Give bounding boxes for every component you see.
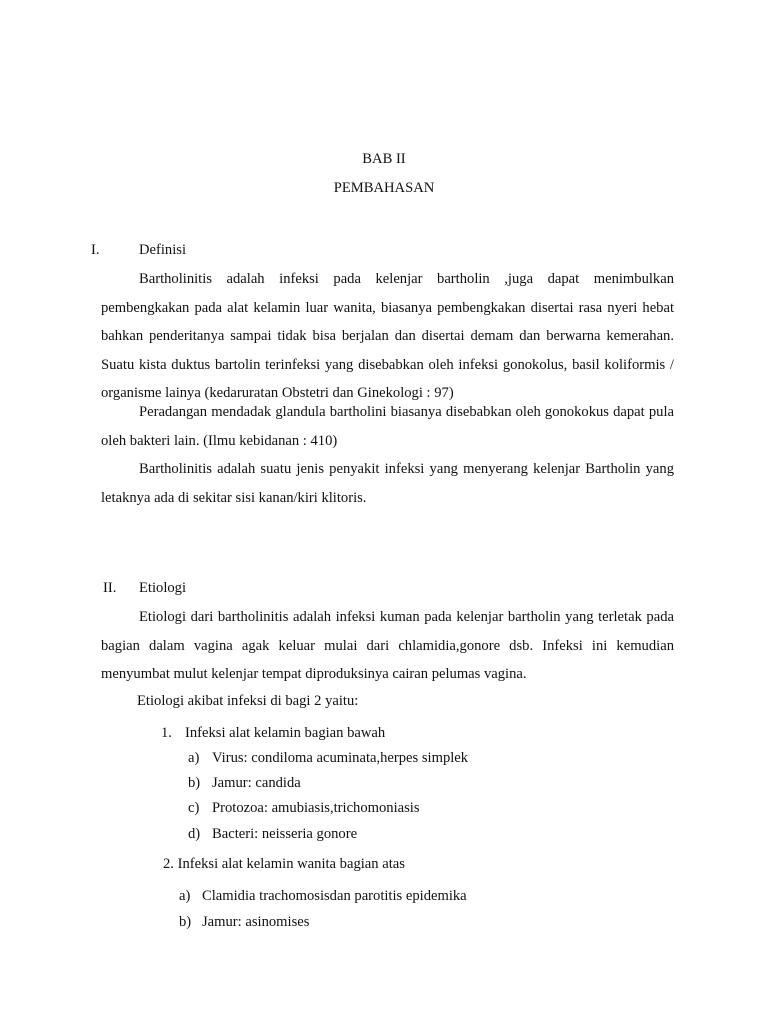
chapter-label: BAB II <box>362 151 406 167</box>
list-item: Virus: condiloma acuminata,herpes simplek <box>212 750 469 766</box>
list-item-marker: c) <box>188 800 200 816</box>
list-item: Jamur: asinomises <box>202 914 310 930</box>
section-1-number: I. <box>91 242 100 258</box>
list-item: Jamur: candida <box>212 775 301 791</box>
list-item: Clamidia trachomosisdan parotitis epidemika <box>202 888 467 904</box>
section-2-number: II. <box>103 580 117 596</box>
section-1-paragraph-1: Bartholinitis adalah infeksi pada kelenjar bartholin ,juga dapat menimbulkan pembengkakan pada alat kelamin luar wanita, biasanya pembengkakan disertai rasa nyeri hebat bahkan penderitanya sampai tidak bisa berjalan dan disertai demam dan berwarna kemerahan. Suatu kista duktus bartolin terinfeksi yang disebabkan oleh infeksi gonokolus, basil koliformis / organisme lainya (kedaruratan Obstetri dan Ginekologi : 97) <box>101 271 674 401</box>
list-item-marker: a) <box>188 750 200 766</box>
list-2-title: 2. Infeksi alat kelamin wanita bagian atas <box>163 856 405 872</box>
list-1-number: 1. <box>161 725 172 741</box>
etiology-intro: Etiologi akibat infeksi di bagi 2 yaitu: <box>137 693 359 709</box>
section-2-paragraph: Etiologi dari bartholinitis adalah infeksi kuman pada kelenjar bartholin yang terletak pada bagian dalam vagina agak keluar mulai dari chlamidia,gonore dsb. Infeksi ini kemudian menyumbat mulut kelenjar tempat diproduksinya cairan pelumas vagina. <box>101 609 674 682</box>
section-1-paragraph-2: Peradangan mendadak glandula bartholini biasanya disebabkan oleh gonokokus dapat pula oleh bakteri lain. (Ilmu kebidanan : 410) <box>101 404 674 449</box>
section-1-paragraph-3: Bartholinitis adalah suatu jenis penyakit infeksi yang menyerang kelenjar Bartholin yang letaknya ada di sekitar sisi kanan/kiri klitoris. <box>101 461 674 506</box>
section-2-heading: Etiologi <box>139 580 187 596</box>
chapter-title: PEMBAHASAN <box>333 180 435 196</box>
list-item-marker: a) <box>179 888 191 904</box>
list-item: Protozoa: amubiasis,trichomoniasis <box>212 800 420 816</box>
section-1-heading: Definisi <box>139 242 187 258</box>
list-item: Bacteri: neisseria gonore <box>212 826 358 842</box>
list-item-marker: b) <box>188 775 201 791</box>
list-1-title: Infeksi alat kelamin bagian bawah <box>185 725 386 741</box>
list-item-marker: b) <box>179 914 192 930</box>
list-item-marker: d) <box>188 826 201 842</box>
